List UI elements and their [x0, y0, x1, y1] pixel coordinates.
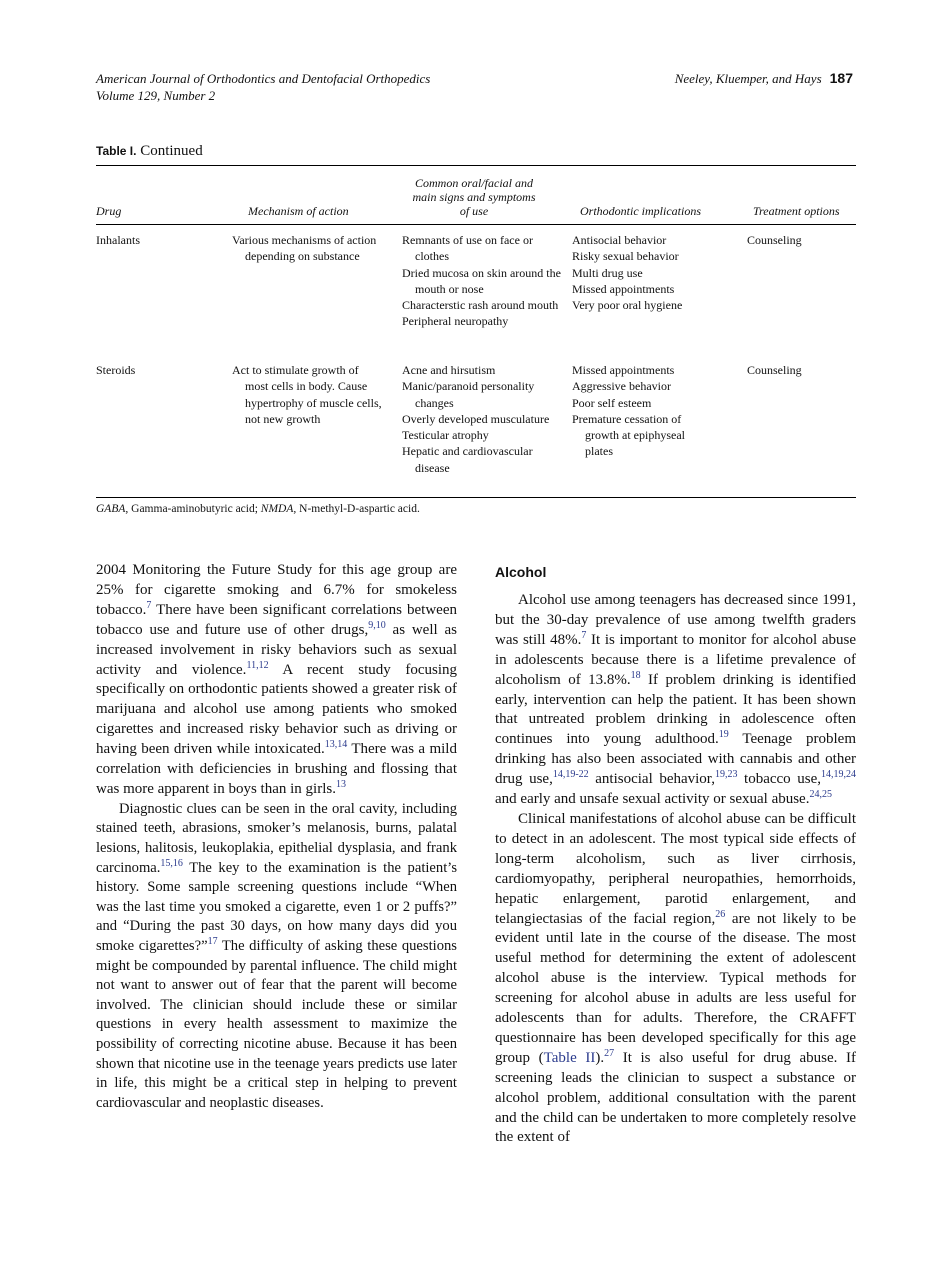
citation[interactable]: 18 [630, 669, 641, 681]
running-header-authors [675, 70, 853, 87]
paragraph-clinical-manifestations: Clinical manifestations of alcohol abuse can be difficult to detect in an adolescent. The most typical side effects of long-term alcoholism, such as liver cirrhosis, cardiomyopathy, peripheral neuropathies, hemorrhoids, hepatic enlargement, parotid enlargement, and telangiectasias of the facial region,$^{26}$ are not likely to be evident until late in the course of the disease. The most useful method for determining the extent of adolescent alcohol abuse is the interview. Typical methods for screening for alcohol abuse in adults are less useful for adolescents than for adults. Therefore, the CRAFFT questionnaire has been developed specifically for this age group (Table II).$^{27}$ It is also useful for drug abuse. If screening leads the clinician to suspect a substance or alcohol problem, additional consultation with the parent and the child can be undertaken to more completely resolve the extent of [495, 810, 856, 1146]
citation[interactable]: 14,19,24 [821, 769, 857, 781]
right-column [495, 561, 856, 1148]
section-heading-alcohol: Alcohol [495, 564, 547, 580]
col-header-treatment: Treatment options [753, 204, 840, 218]
journal-title: American Journal of Orthodontics and Dentofacial Orthopedics [96, 71, 431, 86]
citation[interactable]: 19,23 [714, 769, 738, 781]
citation[interactable]: 7 [146, 599, 152, 611]
paragraph-tobacco-stats: 2004 Monitoring the Future Study for this age group are 25% for cigarette smoking and 6.7% for smokeless tobacco.$^7$ There have been significant correlations between tobacco use and future use of other drugs,$^{9,10}$ as well as increased involvement in risky behaviors such as sexual activity and violence.$^{11,12}$ A recent study focusing specifically on orthodontic patients showed a greater risk of marijuana and alcohol use among patients who smoked cigarettes and increased risky behavior such as driving or having been driven while intoxicated.$^{13,14}$ There was a mild correlation with deficiencies in brushing and flossing that was more apparent in boys than in girls.$^{13}$ [96, 562, 458, 797]
cell-mechanism-steroids: Act to stimulate growth of most cells in body. Cause hypertrophy of muscle cells, not new growth [232, 363, 382, 426]
citation[interactable]: 24,25 [809, 789, 832, 801]
cell-treatment-inhalants: Counseling [747, 233, 802, 247]
cell-signs-inhalants: Remnants of use on face or clothes Dried mucosa on skin around the mouth or nose Characterstic rash around mouth Peripheral neuropathy [402, 233, 561, 329]
page-number: 187 [829, 70, 853, 86]
running-header-journal [96, 70, 430, 104]
table-footnote: GABA, Gamma-aminobutyric acid; NMDA, N-methyl-D-aspartic acid. [96, 503, 420, 515]
table-reference-link[interactable]: Table II [543, 1049, 596, 1066]
col-header-signs: Common oral/facial and main signs and symptoms of use [412, 176, 536, 218]
citation[interactable]: 11,12 [246, 659, 269, 671]
citation[interactable]: 15,16 [160, 857, 183, 869]
table-label: Table I. [96, 144, 137, 158]
col-header-ortho: Orthodontic implications [580, 204, 701, 218]
paragraph-diagnostic-clues: Diagnostic clues can be seen in the oral cavity, including stained teeth, abrasions, smoker’s melanosis, burns, palatal lesions, halitosis, leukoplakia, epithelial dysplasia, and frank carcinoma.$^{15,16}$ The key to the examination is the patient’s history. Some sample screening questions include “When was the last time you smoked a cigarette, even 1 or 2 puffs?” and “During the past 30 days, on how many days did you smoke cigarettes?”$^{17}$ The difficulty of asking these questions might be compounded by parental influence. The child might not want to answer out of fear that the parent will become involved. The clinician should include these or similar questions in every health assessment to maximize the possibility of correcting nicotine abuse. Because it has been shown that nicotine use in the teenage years predicts use later in life, this might be a critical step in helping to prevent cardiovascular and neoplastic diseases. [96, 800, 457, 1111]
table-caption [96, 143, 203, 160]
journal-volume: Volume 129, Number 2 [96, 88, 216, 103]
citation[interactable]: 27 [604, 1047, 615, 1059]
table-caption-text: Continued [140, 143, 203, 159]
col-header-mechanism: Mechanism of action [248, 204, 349, 218]
left-column [96, 561, 457, 1113]
col-header-drug: Drug [96, 204, 122, 218]
citation[interactable]: 13,14 [324, 739, 348, 751]
cell-signs-steroids: Acne and hirsutism Manic/paranoid personality changes Overly developed musculature Testicular atrophy Hepatic and cardiovascular disease [402, 363, 550, 475]
citation[interactable]: 26 [715, 908, 726, 920]
cell-ortho-steroids: Missed appointments Aggressive behavior Poor self esteem Premature cessation of growth at epiphyseal plates [572, 363, 685, 459]
drug-table [96, 165, 856, 498]
cell-treatment-steroids: Counseling [747, 363, 802, 377]
cell-mechanism-inhalants: Various mechanisms of action depending on substance [232, 233, 377, 264]
cell-drug-steroids: Steroids [96, 363, 136, 377]
citation[interactable]: 14,19-22 [552, 769, 589, 781]
table-header-row [96, 166, 856, 225]
paragraph-alcohol-prevalence: Alcohol use among teenagers has decreased since 1991, but the 30-day prevalence of use among twelfth graders was still 48%.$^7$ It is important to monitor for alcohol abuse in adolescents because there is a lifetime prevalence of alcoholism of 13.8%.$^{18}$ If problem drinking is identified early, intervention can help the patient. It has been shown that untreated problem drinking in adolescence often continues into young adulthood.$^{19}$ Teenage problem drinking has also been associated with cannabis and other drug use,$^{14,19-22}$ antisocial behavior,$^{19,23}$ tobacco use,$^{14,19,24}$ and early and unsafe sexual activity or sexual abuse.$^{24,25}$ [495, 592, 857, 808]
citation[interactable]: 9,10 [368, 619, 386, 631]
authors: Neeley, Kluemper, and Hays [674, 71, 822, 86]
cell-ortho-inhalants: Antisocial behavior Risky sexual behavior Multi drug use Missed appointments Very poor oral hygiene [572, 233, 683, 313]
citation[interactable]: 17 [207, 936, 218, 948]
citation[interactable]: 19 [718, 729, 729, 741]
cell-drug-inhalants: Inhalants [96, 233, 140, 247]
citation[interactable]: 13 [335, 778, 346, 790]
table-body [96, 225, 856, 497]
citation[interactable]: 7 [581, 629, 587, 641]
